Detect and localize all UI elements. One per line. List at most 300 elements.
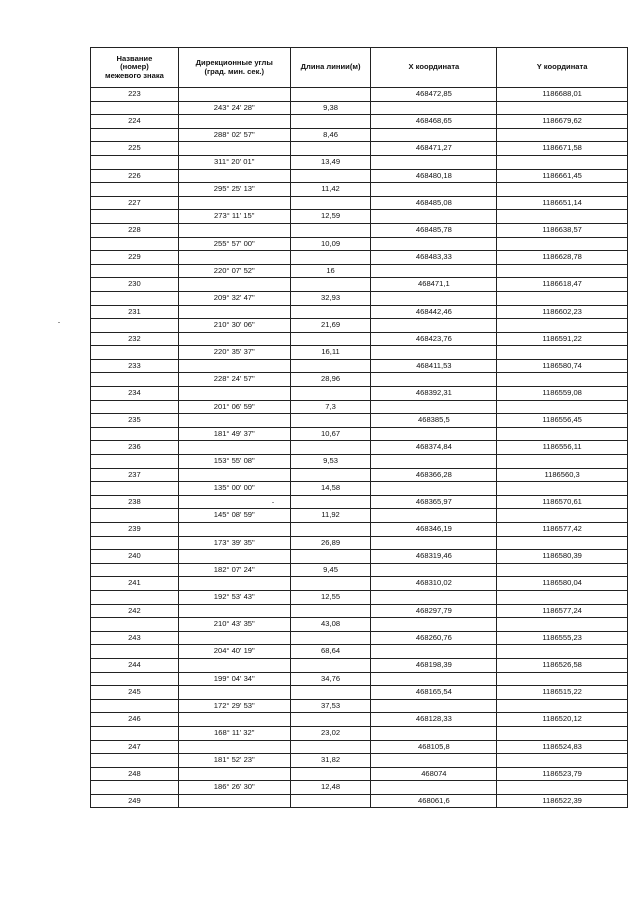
point-row [91,713,628,727]
bearing-angle: 192° 53' 43" [179,591,291,604]
x-coordinate: 468198,39 [371,659,497,672]
point-name: 244 [91,659,179,672]
point-name: 248 [91,768,179,781]
point-name: 243 [91,632,179,645]
bearing-angle: 172° 29' 53" [179,700,291,713]
empty-cell [91,183,179,196]
empty-cell [371,455,497,468]
x-coordinate: 468105,8 [371,741,497,754]
y-coordinate: 1186651,14 [497,197,628,210]
empty-cell [291,795,372,808]
point-name: 247 [91,741,179,754]
line-length: 8,46 [291,129,372,142]
line-length: 9,38 [291,102,372,115]
empty-cell [291,333,372,346]
point-name: 234 [91,387,179,400]
line-length: 16,11 [291,346,372,359]
y-coordinate: 1186580,39 [497,550,628,563]
empty-cell [291,251,372,264]
empty-cell [371,618,497,631]
empty-cell [497,156,628,169]
empty-cell [179,659,291,672]
point-name: 249 [91,795,179,808]
point-row [91,306,628,320]
point-row [91,278,628,292]
empty-cell [179,115,291,128]
segment-row [91,754,628,768]
empty-cell [91,265,179,278]
empty-cell [497,645,628,658]
empty-cell [179,523,291,536]
y-coordinate: 1186580,74 [497,360,628,373]
empty-cell [497,265,628,278]
segment-row [91,183,628,197]
line-length: 12,48 [291,781,372,794]
segment-row [91,482,628,496]
y-coordinate: 1186688,01 [497,88,628,101]
point-row [91,88,628,102]
empty-cell [291,224,372,237]
empty-cell [371,591,497,604]
empty-cell [497,537,628,550]
y-coordinate: 1186520,12 [497,713,628,726]
point-row [91,577,628,591]
line-length: 12,59 [291,210,372,223]
x-coordinate: 468061,6 [371,795,497,808]
x-coordinate: 468442,46 [371,306,497,319]
point-name: 231 [91,306,179,319]
point-row [91,414,628,428]
point-name: 232 [91,333,179,346]
empty-cell [291,170,372,183]
y-coordinate: 1186524,83 [497,741,628,754]
scan-speck [58,322,60,323]
empty-cell [291,441,372,454]
x-coordinate: 468365,97 [371,496,497,509]
line-length: 68,64 [291,645,372,658]
header-y-coordinate: Y координата [497,48,628,87]
empty-cell [91,401,179,414]
empty-cell [179,306,291,319]
empty-cell [291,659,372,672]
bearing-angle: 168° 11' 32" [179,727,291,740]
empty-cell [497,781,628,794]
y-coordinate: 1186679,62 [497,115,628,128]
point-name: 227 [91,197,179,210]
y-coordinate: 1186638,57 [497,224,628,237]
empty-cell [91,156,179,169]
bearing-angle: 311° 20' 01" [179,156,291,169]
empty-cell [497,346,628,359]
y-coordinate: 1186560,3 [497,469,628,482]
empty-cell [371,781,497,794]
empty-cell [371,129,497,142]
boundary-points-table [90,47,628,808]
line-length: 11,42 [291,183,372,196]
segment-row [91,129,628,143]
segment-row [91,210,628,224]
bearing-angle: 173° 39' 35" [179,537,291,550]
empty-cell [497,129,628,142]
empty-cell [179,360,291,373]
bearing-angle: 228° 24' 57" [179,373,291,386]
point-name: 225 [91,142,179,155]
empty-cell [91,591,179,604]
empty-cell [371,482,497,495]
empty-cell [497,373,628,386]
empty-cell [497,292,628,305]
empty-cell [497,183,628,196]
segment-row [91,455,628,469]
empty-cell [91,727,179,740]
point-row [91,768,628,782]
line-length: 28,96 [291,373,372,386]
empty-cell [371,265,497,278]
bearing-angle: 273° 11' 15" [179,210,291,223]
empty-cell [179,713,291,726]
segment-row [91,781,628,795]
point-row [91,224,628,238]
point-row [91,605,628,619]
x-coordinate: 468366,28 [371,469,497,482]
segment-row [91,700,628,714]
line-length: 13,49 [291,156,372,169]
x-coordinate: 468074 [371,768,497,781]
bearing-angle: 255° 57' 00" [179,238,291,251]
empty-cell [291,550,372,563]
y-coordinate: 1186580,04 [497,577,628,590]
y-coordinate: 1186523,79 [497,768,628,781]
point-row [91,523,628,537]
empty-cell [291,306,372,319]
header-x-coordinate: X координата [371,48,497,87]
segment-row [91,156,628,170]
empty-cell [371,210,497,223]
x-coordinate: 468423,76 [371,333,497,346]
empty-cell [179,741,291,754]
empty-cell [91,482,179,495]
empty-cell [179,632,291,645]
segment-row [91,292,628,306]
empty-cell [91,102,179,115]
empty-cell [179,577,291,590]
empty-cell [291,523,372,536]
x-coordinate: 468319,46 [371,550,497,563]
point-name: 223 [91,88,179,101]
empty-cell [497,727,628,740]
empty-cell [371,428,497,441]
bearing-angle: 181° 49' 37" [179,428,291,441]
point-name: 226 [91,170,179,183]
segment-row [91,373,628,387]
y-coordinate: 1186515,22 [497,686,628,699]
y-coordinate: 1186556,45 [497,414,628,427]
point-name: 228 [91,224,179,237]
empty-cell [179,278,291,291]
line-length: 10,67 [291,428,372,441]
point-row [91,387,628,401]
point-name: 241 [91,577,179,590]
segment-row [91,428,628,442]
empty-cell [497,210,628,223]
x-coordinate: 468471,27 [371,142,497,155]
empty-cell [179,333,291,346]
point-name: 229 [91,251,179,264]
empty-cell [91,319,179,332]
empty-cell [371,564,497,577]
empty-cell [371,292,497,305]
empty-cell [497,102,628,115]
line-length: 43,08 [291,618,372,631]
empty-cell [371,156,497,169]
x-coordinate: 468385,5 [371,414,497,427]
bearing-angle: 201° 06' 59" [179,401,291,414]
line-length: 16 [291,265,372,278]
empty-cell [497,482,628,495]
empty-cell [291,414,372,427]
bearing-angle: 243° 24' 28" [179,102,291,115]
point-row [91,251,628,265]
table-body [91,88,628,808]
empty-cell [371,727,497,740]
x-coordinate: 468468,65 [371,115,497,128]
point-row [91,441,628,455]
point-row [91,496,628,510]
empty-cell [179,441,291,454]
point-name: 240 [91,550,179,563]
point-name: 238 [91,496,179,509]
empty-cell [91,564,179,577]
point-name: 237 [91,469,179,482]
point-row [91,741,628,755]
segment-row [91,591,628,605]
x-coordinate: 468480,18 [371,170,497,183]
point-row [91,333,628,347]
header-length: Длина линии(м) [291,48,372,87]
empty-cell [91,238,179,251]
empty-cell [91,292,179,305]
x-coordinate: 468483,33 [371,251,497,264]
empty-cell [91,509,179,522]
line-length: 34,76 [291,673,372,686]
line-length: 32,93 [291,292,372,305]
empty-cell [91,754,179,767]
empty-cell [291,686,372,699]
x-coordinate: 468346,19 [371,523,497,536]
y-coordinate: 1186577,42 [497,523,628,536]
point-name: 246 [91,713,179,726]
y-coordinate: 1186556,11 [497,441,628,454]
header-bearing: Дирекционные углы (град. мин. сек.) [179,48,291,87]
y-coordinate: 1186559,08 [497,387,628,400]
point-row [91,632,628,646]
point-row [91,469,628,483]
empty-cell [497,564,628,577]
empty-cell [179,469,291,482]
bearing-angle: 135° 00' 00" [179,482,291,495]
empty-cell [291,197,372,210]
empty-cell [91,373,179,386]
segment-row [91,564,628,578]
empty-cell [371,509,497,522]
bearing-angle: 181° 52' 23" [179,754,291,767]
x-coordinate: 468297,79 [371,605,497,618]
point-row [91,115,628,129]
empty-cell [291,142,372,155]
empty-cell [291,741,372,754]
y-coordinate: 1186661,45 [497,170,628,183]
empty-cell [291,768,372,781]
empty-cell [291,278,372,291]
empty-cell [91,618,179,631]
bearing-angle: 182° 07' 24" [179,564,291,577]
point-name: 242 [91,605,179,618]
x-coordinate: 468374,84 [371,441,497,454]
line-length: 9,45 [291,564,372,577]
x-coordinate: 468165,54 [371,686,497,699]
empty-cell [291,360,372,373]
bearing-angle: 288° 02' 57" [179,129,291,142]
segment-row [91,102,628,116]
y-coordinate: 1186618,47 [497,278,628,291]
empty-cell [371,537,497,550]
y-coordinate: 1186570,61 [497,496,628,509]
line-length: 10,09 [291,238,372,251]
point-name: 239 [91,523,179,536]
empty-cell [91,700,179,713]
x-coordinate: 468411,53 [371,360,497,373]
line-length: 7,3 [291,401,372,414]
empty-cell [497,591,628,604]
bearing-angle: 199° 04' 34" [179,673,291,686]
x-coordinate: 468485,78 [371,224,497,237]
y-coordinate: 1186628,78 [497,251,628,264]
table-header [91,48,628,88]
empty-cell [179,170,291,183]
segment-row [91,509,628,523]
x-coordinate: 468471,1 [371,278,497,291]
segment-row [91,401,628,415]
empty-cell [179,387,291,400]
point-row [91,360,628,374]
empty-cell [497,509,628,522]
segment-row [91,727,628,741]
line-length: 14,58 [291,482,372,495]
empty-cell [371,700,497,713]
line-length: 26,89 [291,537,372,550]
line-length: 37,53 [291,700,372,713]
bearing-angle: 153° 55' 08" [179,455,291,468]
segment-row [91,618,628,632]
empty-cell [371,645,497,658]
x-coordinate: 468472,85 [371,88,497,101]
bearing-angle: 145° 08' 59" [179,509,291,522]
empty-cell [291,605,372,618]
scan-speck [272,502,274,503]
empty-cell [497,754,628,767]
empty-cell [291,469,372,482]
point-name: 235 [91,414,179,427]
y-coordinate: 1186522,39 [497,795,628,808]
empty-cell [179,414,291,427]
bearing-angle: 220° 35' 37" [179,346,291,359]
bearing-angle: 210° 43' 35" [179,618,291,631]
empty-cell [179,795,291,808]
point-row [91,686,628,700]
empty-cell [91,129,179,142]
empty-cell [179,224,291,237]
empty-cell [371,754,497,767]
y-coordinate: 1186591,22 [497,333,628,346]
empty-cell [291,115,372,128]
y-coordinate: 1186555,23 [497,632,628,645]
empty-cell [91,210,179,223]
x-coordinate: 468485,08 [371,197,497,210]
point-row [91,659,628,673]
line-length: 21,69 [291,319,372,332]
empty-cell [179,605,291,618]
empty-cell [497,700,628,713]
empty-cell [179,686,291,699]
point-row [91,550,628,564]
line-length: 9,53 [291,455,372,468]
x-coordinate: 468128,33 [371,713,497,726]
point-row [91,170,628,184]
x-coordinate: 468310,02 [371,577,497,590]
line-length: 31,82 [291,754,372,767]
point-name: 224 [91,115,179,128]
segment-row [91,673,628,687]
empty-cell [497,401,628,414]
empty-cell [291,632,372,645]
segment-row [91,238,628,252]
point-name: 245 [91,686,179,699]
empty-cell [497,428,628,441]
empty-cell [91,537,179,550]
empty-cell [179,251,291,264]
empty-cell [179,142,291,155]
segment-row [91,346,628,360]
bearing-angle: 210° 30' 06" [179,319,291,332]
empty-cell [91,428,179,441]
empty-cell [371,373,497,386]
point-row [91,795,628,809]
segment-row [91,645,628,659]
x-coordinate: 468260,76 [371,632,497,645]
bearing-angle: 220° 07' 52" [179,265,291,278]
point-name: 230 [91,278,179,291]
empty-cell [91,346,179,359]
segment-row [91,265,628,279]
line-length: 12,55 [291,591,372,604]
empty-cell [497,319,628,332]
empty-cell [291,387,372,400]
point-row [91,142,628,156]
point-name: 236 [91,441,179,454]
x-coordinate: 468392,31 [371,387,497,400]
y-coordinate: 1186526,58 [497,659,628,672]
empty-cell [291,496,372,509]
empty-cell [371,346,497,359]
empty-cell [291,713,372,726]
empty-cell [497,455,628,468]
empty-cell [179,88,291,101]
bearing-angle: 186° 26' 30" [179,781,291,794]
empty-cell [179,197,291,210]
point-row [91,197,628,211]
empty-cell [497,618,628,631]
line-length: 11,92 [291,509,372,522]
